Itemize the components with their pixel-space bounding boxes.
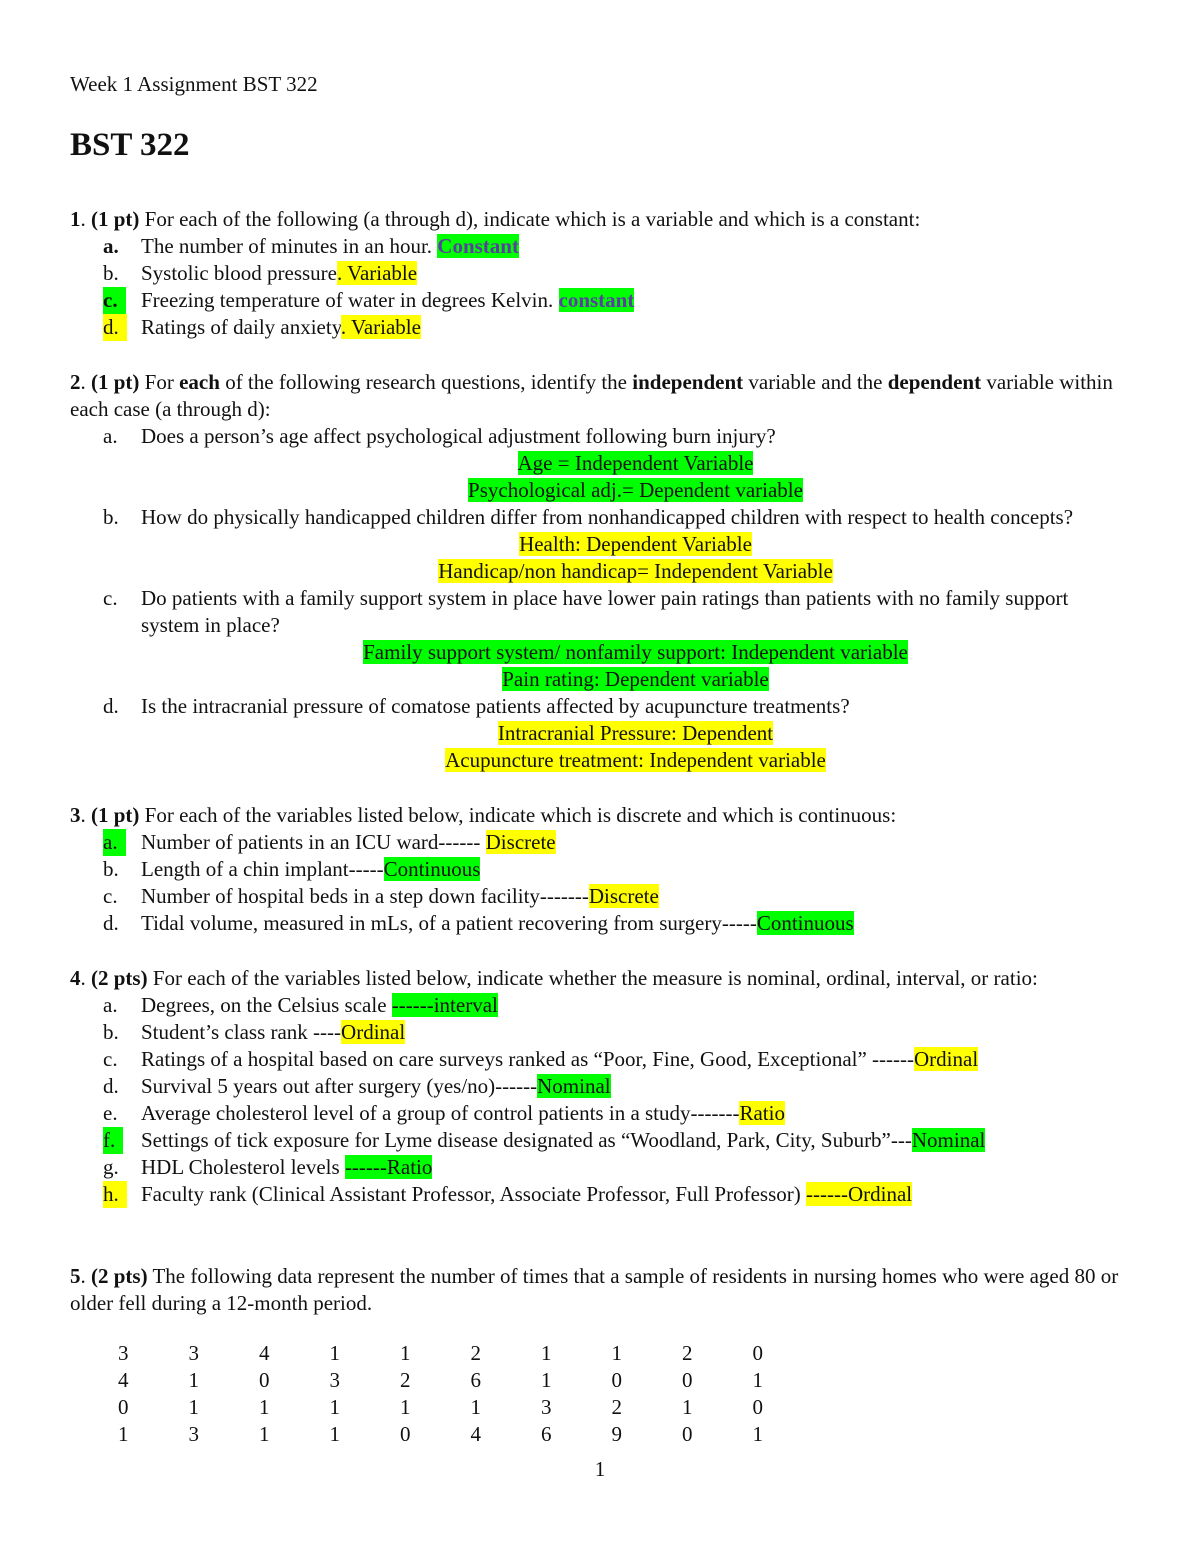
list-item <box>70 1073 1130 1100</box>
item-marker: a. <box>103 424 118 448</box>
table-cell: 3 <box>118 1341 129 1365</box>
table-cell: 0 <box>259 1368 270 1392</box>
item-answer: Handicap/non handicap= Independent Variable <box>438 559 833 583</box>
item-answer: Discrete <box>485 830 556 854</box>
table-row <box>118 1394 823 1421</box>
question-text: For <box>139 370 180 394</box>
item-marker: e. <box>103 1101 118 1125</box>
item-answer: Ordinal <box>914 1047 979 1071</box>
question-text: of the following research questions, identify the <box>219 370 633 394</box>
item-marker: h. <box>103 1181 127 1208</box>
question-number: 3 <box>70 803 81 827</box>
table-cell: 2 <box>611 1395 622 1419</box>
list-item <box>70 1019 1130 1046</box>
question-emphasis: dependent <box>887 370 982 394</box>
table-cell: 3 <box>188 1341 199 1365</box>
question-2-prompt: 2. (1 pt) For each of the following research questions, identify the independent variable and the dependent variable within each case (a through d): <box>70 370 1113 421</box>
list-item <box>70 883 1130 910</box>
item-answer: Nominal <box>537 1074 611 1098</box>
answer-line <box>141 666 1130 693</box>
list-item <box>70 1127 1130 1154</box>
table-cell: 3 <box>541 1395 552 1419</box>
item-marker: d. <box>103 314 127 341</box>
table-cell: 1 <box>611 1341 622 1365</box>
answer-line <box>141 639 1130 666</box>
item-answer: Acupuncture treatment: Independent variable <box>445 748 826 772</box>
question-5-prompt: 5. (2 pts) The following data represent the number of times that a sample of residents in nursing homes who were aged 80 or older fell during a 12-month period. <box>70 1264 1119 1315</box>
table-cell: 1 <box>400 1395 411 1419</box>
item-answer: Discrete <box>588 884 659 908</box>
list-item <box>70 1154 1130 1181</box>
item-text: Tidal volume, measured in mLs, of a patient recovering from surgery----- <box>141 911 757 935</box>
table-row <box>118 1421 823 1448</box>
list-item <box>70 856 1130 883</box>
list-item <box>70 314 1130 341</box>
item-marker: f. <box>103 1127 123 1154</box>
item-text: Number of patients in an ICU ward------ <box>141 830 486 854</box>
table-cell: 1 <box>259 1422 270 1446</box>
list-item <box>70 260 1130 287</box>
question-points: (1 pt) <box>91 207 140 231</box>
page-header: Week 1 Assignment BST 322 <box>70 72 318 96</box>
falls-data-table <box>118 1340 823 1448</box>
answer-line <box>141 531 1130 558</box>
item-marker: a. <box>103 234 119 258</box>
list-item <box>70 992 1130 1019</box>
table-cell: 0 <box>752 1341 763 1365</box>
list-item <box>70 829 1130 856</box>
table-cell: 6 <box>470 1368 481 1392</box>
question-3 <box>70 802 1130 937</box>
table-cell: 2 <box>400 1368 411 1392</box>
table-cell: 1 <box>188 1368 199 1392</box>
table-cell: 1 <box>752 1422 763 1446</box>
list-item <box>70 233 1130 260</box>
table-row <box>118 1367 823 1394</box>
question-number: 4 <box>70 966 81 990</box>
item-text: How do physically handicapped children differ from nonhandicapped children with respect to health concepts? <box>141 505 1074 529</box>
table-cell: 0 <box>611 1368 622 1392</box>
answer-line <box>141 558 1130 585</box>
question-4-prompt: 4. (2 pts) For each of the variables listed below, indicate whether the measure is nominal, ordinal, interval, or ratio: <box>70 966 1038 990</box>
item-text: Systolic blood pressure <box>141 261 337 285</box>
table-cell: 9 <box>611 1422 622 1446</box>
table-cell: 0 <box>118 1395 129 1419</box>
table-cell: 1 <box>752 1368 763 1392</box>
question-text: For each of the variables listed below, indicate which is discrete and which is continuous: <box>139 803 897 827</box>
item-text: HDL Cholesterol levels <box>141 1155 345 1179</box>
item-text: Settings of tick exposure for Lyme disease designated as “Woodland, Park, City, Suburb”--- <box>141 1128 912 1152</box>
item-text: Ratings of a hospital based on care surveys ranked as “Poor, Fine, Good, Exceptional” ------ <box>141 1047 915 1071</box>
item-answer: constant <box>558 288 635 312</box>
question-text: variable and the <box>743 370 888 394</box>
item-text: Freezing temperature of water in degrees Kelvin. <box>141 288 559 312</box>
table-cell: 6 <box>541 1422 552 1446</box>
item-text: Survival 5 years out after surgery (yes/no)------ <box>141 1074 538 1098</box>
question-1-prompt: 1. (1 pt) For each of the following (a through d), indicate which is a variable and which is a constant: <box>70 207 921 231</box>
table-cell: 1 <box>541 1368 552 1392</box>
table-cell: 3 <box>329 1368 340 1392</box>
question-5 <box>70 1263 1130 1317</box>
table-cell: 1 <box>329 1341 340 1365</box>
item-text: Degrees, on the Celsius scale <box>141 993 392 1017</box>
item-text: Number of hospital beds in a step down facility------- <box>141 884 589 908</box>
question-emphasis: each <box>179 370 220 394</box>
question-text: For each of the variables listed below, indicate whether the measure is nominal, ordinal, interval, or ratio: <box>147 966 1038 990</box>
item-answer: ------interval <box>391 993 498 1017</box>
item-marker: d. <box>103 1074 119 1098</box>
item-marker: d. <box>103 694 119 718</box>
item-text: Does a person’s age affect psychological adjustment following burn injury? <box>141 424 776 448</box>
item-text: Faculty rank (Clinical Assistant Professor, Associate Professor, Full Professor) <box>141 1182 806 1206</box>
table-cell: 1 <box>188 1395 199 1419</box>
table-cell: 4 <box>259 1341 270 1365</box>
answer-line <box>141 477 1130 504</box>
table-cell: 4 <box>118 1368 129 1392</box>
table-cell: 4 <box>470 1422 481 1446</box>
item-answer: Family support system/ nonfamily support: Independent variable <box>363 640 908 664</box>
table-cell: 1 <box>329 1395 340 1419</box>
list-item <box>70 1181 1130 1208</box>
table-cell: 1 <box>118 1422 129 1446</box>
item-answer: Psychological adj.= Dependent variable <box>468 478 803 502</box>
question-points: (2 pts) <box>91 966 148 990</box>
item-answer: . Variable <box>336 261 418 285</box>
item-marker: a. <box>103 829 126 856</box>
item-marker: c. <box>103 884 118 908</box>
table-cell: 2 <box>682 1341 693 1365</box>
item-marker: c. <box>103 287 126 314</box>
item-marker: c. <box>103 1047 118 1071</box>
table-cell: 1 <box>400 1341 411 1365</box>
item-text: Student’s class rank ---- <box>141 1020 342 1044</box>
item-text: Ratings of daily anxiety <box>141 315 341 339</box>
table-cell: 1 <box>541 1341 552 1365</box>
list-item <box>70 1046 1130 1073</box>
item-text: Is the intracranial pressure of comatose patients affected by acupuncture treatments? <box>141 694 850 718</box>
list-item <box>70 504 1130 585</box>
table-cell: 1 <box>329 1422 340 1446</box>
answer-line <box>141 747 1130 774</box>
question-1 <box>70 206 1130 341</box>
table-cell: 0 <box>682 1422 693 1446</box>
question-3-prompt: 3. (1 pt) For each of the variables listed below, indicate which is discrete and which is continuous: <box>70 803 897 827</box>
answer-line <box>141 450 1130 477</box>
item-marker: d. <box>103 911 119 935</box>
item-text: Average cholesterol level of a group of control patients in a study------- <box>141 1101 740 1125</box>
table-cell: 0 <box>400 1422 411 1446</box>
list-item <box>70 910 1130 937</box>
item-marker: b. <box>103 261 119 285</box>
item-marker: b. <box>103 1020 119 1044</box>
question-text: The following data represent the number of times that a sample of residents in nursing homes who were aged 80 or older fell during a 12-month period. <box>70 1264 1119 1315</box>
item-text: Do patients with a family support system in place have lower pain ratings than patients with no family support system in place? <box>141 586 1069 637</box>
list-item <box>70 693 1130 774</box>
item-answer: Nominal <box>911 1128 986 1152</box>
question-text: variable within each case (a through d): <box>70 370 1113 421</box>
item-answer: Health: Dependent Variable <box>519 532 752 556</box>
question-text: For each of the following (a through d), indicate which is a variable and which is a constant: <box>139 207 921 231</box>
question-number: 1 <box>70 207 81 231</box>
table-cell: 1 <box>259 1395 270 1419</box>
item-answer: ------Ratio <box>344 1155 433 1179</box>
page-number: 1 <box>594 1457 606 1481</box>
item-marker: a. <box>103 993 118 1017</box>
item-text: The number of minutes in an hour. <box>141 234 438 258</box>
list-item <box>70 585 1130 693</box>
table-cell: 1 <box>470 1395 481 1419</box>
item-marker: g. <box>103 1155 119 1179</box>
item-answer: Ratio <box>739 1101 785 1125</box>
table-cell: 1 <box>682 1395 693 1419</box>
item-answer: Ordinal <box>341 1020 406 1044</box>
item-marker: b. <box>103 857 119 881</box>
item-answer: ------Ordinal <box>806 1182 913 1206</box>
item-answer: Continuous <box>383 857 481 881</box>
item-answer: . Variable <box>340 315 421 339</box>
question-points: (1 pt) <box>91 803 140 827</box>
item-marker: c. <box>103 586 118 610</box>
item-answer: Constant <box>437 234 519 258</box>
table-cell: 0 <box>752 1395 763 1419</box>
table-row <box>118 1340 823 1367</box>
item-answer: Intracranial Pressure: Dependent <box>497 721 774 745</box>
question-points: (1 pt) <box>91 370 140 394</box>
question-4 <box>70 965 1130 1208</box>
question-2 <box>70 369 1130 774</box>
question-number: 2 <box>70 370 81 394</box>
table-cell: 3 <box>188 1422 199 1446</box>
question-emphasis: independent <box>632 370 744 394</box>
item-answer: Continuous <box>756 911 854 935</box>
document-title: BST 322 <box>70 127 190 163</box>
list-item <box>70 287 1130 314</box>
question-number: 5 <box>70 1264 81 1288</box>
item-text: Length of a chin implant----- <box>141 857 384 881</box>
item-answer: Age = Independent Variable <box>517 451 754 475</box>
list-item <box>70 423 1130 504</box>
item-answer: Pain rating: Dependent variable <box>502 667 769 691</box>
item-marker: b. <box>103 505 119 529</box>
table-cell: 0 <box>682 1368 693 1392</box>
question-points: (2 pts) <box>91 1264 148 1288</box>
list-item <box>70 1100 1130 1127</box>
answer-line <box>141 720 1130 747</box>
table-cell: 2 <box>470 1341 481 1365</box>
